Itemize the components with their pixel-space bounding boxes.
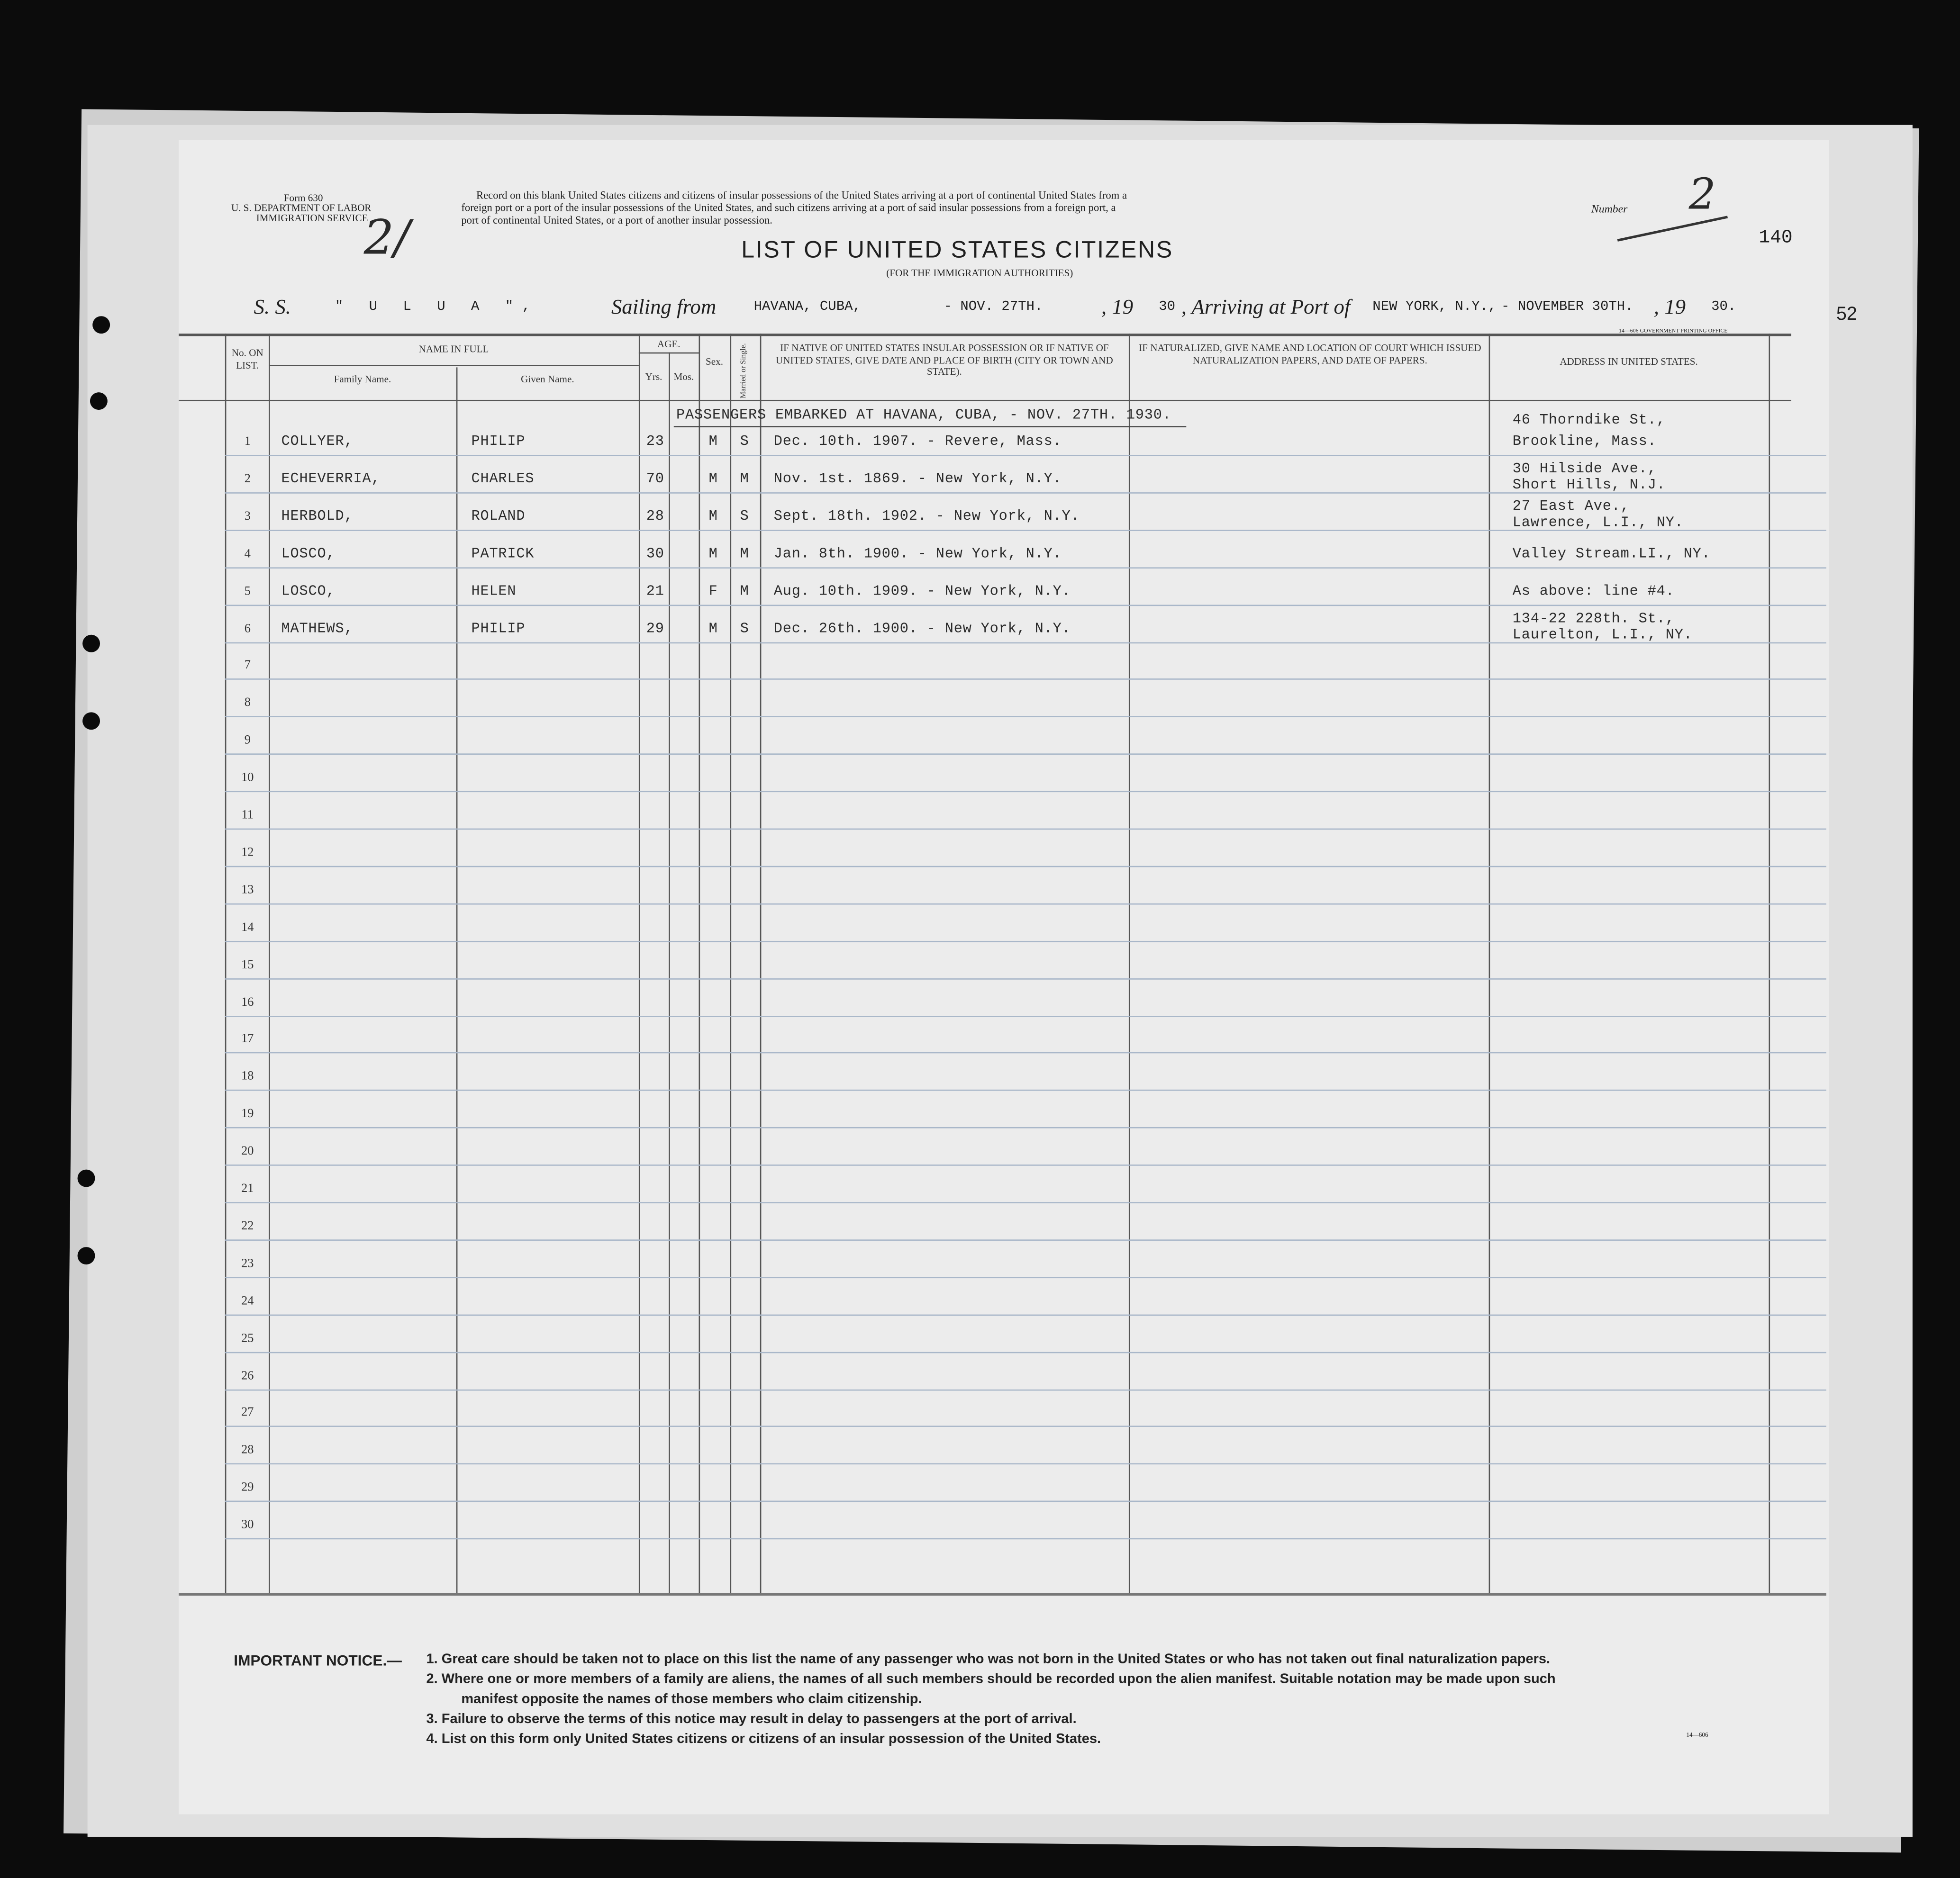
row-number: 21: [241, 1182, 254, 1196]
row-rule: [225, 1277, 1826, 1278]
header-sex: Sex.: [706, 356, 723, 368]
row-number: 5: [244, 584, 251, 598]
address-line-1-cell: As above: line #4.: [1512, 583, 1675, 599]
birth-cell: Dec. 26th. 1900. - New York, N.Y.: [773, 620, 1071, 637]
sex-cell: M: [708, 620, 718, 637]
from-port: HAVANA, CUBA,: [753, 299, 861, 315]
ship-name: " U L U A ",: [335, 299, 539, 315]
row-number: 12: [241, 846, 254, 860]
family-name-cell: LOSCO,: [281, 545, 336, 562]
name-sub-rule: [269, 365, 639, 366]
row-rule: [225, 1053, 1826, 1054]
row-rule: [225, 1352, 1826, 1353]
form-id: Form 630: [283, 192, 323, 204]
marital-status-cell: M: [740, 545, 749, 562]
col-divider: [456, 367, 458, 1593]
family-name-cell: HERBOLD,: [281, 508, 354, 525]
address-line-2-cell: Laurelton, L.I., NY.: [1512, 626, 1693, 643]
instruction-line-1: Record on this blank United States citizens and citizens of insular possessions of the United States arriving at a port of continental United States from a: [476, 189, 1127, 201]
family-name-cell: MATHEWS,: [281, 620, 354, 637]
age-years-cell: 70: [646, 471, 664, 488]
row-number: 15: [241, 957, 254, 972]
row-rule: [225, 1165, 1826, 1166]
punch-hole: [82, 712, 100, 730]
col-divider: [1129, 334, 1130, 1593]
marital-status-cell: S: [740, 433, 749, 450]
col-divider: [1489, 334, 1490, 1593]
to-date: - NOVEMBER 30TH.: [1501, 299, 1633, 315]
sex-cell: M: [708, 508, 718, 525]
given-name-cell: PHILIP: [471, 620, 526, 637]
row-rule: [225, 1426, 1826, 1427]
year-label-1: , 19: [1101, 295, 1134, 319]
address-line-2-cell: Short Hills, N.J.: [1512, 477, 1666, 494]
row-rule: [225, 1202, 1826, 1203]
first-address-line: 46 Thorndike St.,: [1512, 412, 1666, 429]
from-date: - NOV. 27TH.: [944, 299, 1043, 315]
header-mos: Mos.: [673, 371, 694, 383]
year-label-2: , 19: [1653, 295, 1686, 319]
embark-underline: [674, 426, 1186, 427]
service: IMMIGRATION SERVICE: [256, 212, 368, 224]
row-rule: [225, 978, 1826, 979]
row-rule: [225, 791, 1826, 793]
row-number: 4: [244, 547, 251, 561]
col-divider: [639, 334, 640, 1593]
row-rule: [225, 567, 1826, 569]
row-number: 3: [244, 509, 251, 524]
col-divider: [669, 352, 670, 1593]
row-number: 7: [244, 659, 251, 673]
notice-code: 14—606: [1686, 1733, 1708, 1740]
header-family-name: Family Name.: [334, 373, 391, 385]
row-rule: [225, 455, 1826, 456]
given-name-cell: PATRICK: [471, 545, 535, 562]
row-rule: [225, 1015, 1826, 1017]
age-years-cell: 28: [646, 508, 664, 525]
instruction-line-2: foreign port or a port of the insular possessions of the United States, and such citizens arriving at a port of said insular possessions from a foreign port, a: [461, 201, 1116, 214]
col-divider: [1769, 334, 1770, 1593]
given-name-cell: PHILIP: [471, 433, 526, 450]
notice-item-4: 4. List on this form only United States citizens or citizens of an insular possession of the United States.: [426, 1732, 1101, 1747]
page-number: 140: [1759, 227, 1793, 249]
row-number: 10: [241, 771, 254, 785]
row-number: 28: [241, 1443, 254, 1457]
row-number: 29: [241, 1481, 254, 1495]
header-name-in-full: NAME IN FULL: [418, 343, 489, 355]
notice-item-3: 3. Failure to observe the terms of this notice may result in delay to passengers at the port of arrival.: [426, 1712, 1077, 1727]
row-rule: [225, 1538, 1826, 1540]
header-birth: IF NATIVE OF UNITED STATES INSULAR POSSESSION OR IF NATIVE OF UNITED STATES, GIVE DATE AND PLACE OF BIRTH (CITY OR TOWN AND STATE).: [775, 342, 1113, 378]
birth-cell: Jan. 8th. 1900. - New York, N.Y.: [773, 545, 1062, 562]
row-number: 13: [241, 883, 254, 897]
ss-label: S. S.: [254, 295, 291, 319]
sex-cell: F: [708, 583, 718, 599]
row-number: 17: [241, 1032, 254, 1047]
number-label: Number: [1591, 202, 1628, 215]
address-line-2-cell: Lawrence, L.I., NY.: [1512, 515, 1684, 531]
table-bottom-rule: [179, 1593, 1826, 1596]
row-number: 11: [241, 808, 254, 822]
header-age: AGE.: [657, 338, 681, 350]
sex-cell: M: [708, 433, 718, 450]
sex-cell: M: [708, 545, 718, 562]
department: U. S. DEPARTMENT OF LABOR: [231, 202, 372, 214]
sex-cell: M: [708, 471, 718, 488]
row-number: 16: [241, 995, 254, 1009]
year-2: 30.: [1711, 299, 1736, 315]
age-years-cell: 30: [646, 545, 664, 562]
punch-hole: [78, 1247, 95, 1264]
row-number: 2: [244, 472, 251, 486]
row-number: 9: [244, 733, 251, 748]
row-rule: [225, 1239, 1826, 1241]
row-number: 30: [241, 1518, 254, 1532]
row-number: 1: [244, 434, 251, 449]
marital-status-cell: M: [740, 471, 749, 488]
address-line-1-cell: 27 East Ave.,: [1512, 498, 1630, 515]
row-number: 18: [241, 1070, 254, 1084]
row-rule: [225, 1463, 1826, 1465]
marital-status-cell: S: [740, 620, 749, 637]
row-number: 26: [241, 1369, 254, 1383]
col-divider: [269, 334, 270, 1593]
marital-status-cell: S: [740, 508, 749, 525]
row-number: 24: [241, 1294, 254, 1308]
row-rule: [225, 716, 1826, 718]
age-years-cell: 21: [646, 583, 664, 599]
row-rule: [225, 866, 1826, 867]
notice-item-1: 1. Great care should be taken not to place on this list the name of any passenger who was not born in the United States or who has not taken out final naturalization papers.: [426, 1652, 1551, 1667]
row-number: 20: [241, 1145, 254, 1159]
row-rule: [225, 604, 1826, 605]
header-naturalized: IF NATURALIZED, GIVE NAME AND LOCATION OF COURT WHICH ISSUED NATURALIZATION PAPERS, AND DATE OF PAPERS.: [1139, 342, 1481, 366]
embark-note: PASSENGERS EMBARKED AT HAVANA, CUBA, - NOV. 27TH. 1930.: [676, 407, 1171, 424]
address-line-1-cell: 30 Hilside Ave.,: [1512, 460, 1657, 478]
sailing-label: Sailing from: [611, 295, 717, 319]
age-years-cell: 29: [646, 620, 664, 637]
year-1: 30: [1159, 299, 1176, 315]
row-rule: [225, 1127, 1826, 1129]
side-number: 52: [1836, 303, 1857, 325]
family-name-cell: LOSCO,: [281, 583, 336, 599]
row-number: 6: [244, 622, 251, 636]
row-rule: [225, 940, 1826, 942]
handwritten-mark: 2/: [363, 210, 410, 265]
row-number: 8: [244, 696, 251, 710]
row-rule: [225, 1314, 1826, 1316]
header-no-on-list: No. ON LIST.: [231, 347, 263, 370]
punch-hole: [90, 392, 108, 410]
header-given-name: Given Name.: [521, 373, 574, 385]
row-number: 27: [241, 1406, 254, 1420]
row-rule: [225, 1090, 1826, 1092]
header-married-single: Married or Single.: [740, 343, 748, 398]
family-name-cell: COLLYER,: [281, 433, 354, 450]
printer-code: 14—606 GOVERNMENT PRINTING OFFICE: [1618, 327, 1728, 334]
family-name-cell: ECHEVERRIA,: [281, 471, 381, 488]
row-rule: [225, 903, 1826, 904]
row-rule: [225, 1389, 1826, 1390]
col-divider: [225, 334, 227, 1593]
col-divider: [760, 334, 762, 1593]
age-years-cell: 23: [646, 433, 664, 450]
row-rule: [225, 679, 1826, 680]
row-number: 25: [241, 1331, 254, 1345]
birth-cell: Nov. 1st. 1869. - New York, N.Y.: [773, 471, 1062, 488]
marital-status-cell: M: [740, 583, 749, 599]
manifest-page: [179, 140, 1857, 1814]
birth-cell: Sept. 18th. 1902. - New York, N.Y.: [773, 508, 1080, 525]
title: LIST OF UNITED STATES CITIZENS: [741, 237, 1173, 264]
row-number: 19: [241, 1107, 254, 1121]
age-sub-rule: [639, 352, 699, 354]
arriving-label: , Arriving at Port of: [1181, 295, 1351, 319]
punch-hole: [82, 635, 100, 652]
header-yrs: Yrs.: [645, 371, 662, 383]
instruction-line-3: port of continental United States, or a port of another insular possession.: [461, 213, 772, 226]
col-divider: [699, 334, 700, 1593]
birth-cell: Aug. 10th. 1909. - New York, N.Y.: [773, 583, 1071, 599]
punch-hole: [92, 316, 110, 334]
row-rule: [225, 754, 1826, 755]
address-line-1-cell: Brookline, Mass.: [1512, 433, 1657, 450]
header-bottom-rule: [179, 400, 1791, 401]
row-number: 14: [241, 920, 254, 934]
given-name-cell: ROLAND: [471, 508, 526, 525]
subtitle: (FOR THE IMMIGRATION AUTHORITIES): [886, 267, 1073, 279]
col-divider: [730, 334, 731, 1593]
row-rule: [225, 829, 1826, 830]
address-line-1-cell: Valley Stream.LI., NY.: [1512, 545, 1711, 562]
birth-cell: Dec. 10th. 1907. - Revere, Mass.: [773, 433, 1062, 450]
address-line-1-cell: 134-22 228th. St.,: [1512, 610, 1675, 627]
header-address: ADDRESS IN UNITED STATES.: [1560, 356, 1698, 368]
given-name-cell: CHARLES: [471, 471, 535, 488]
given-name-cell: HELEN: [471, 583, 517, 599]
table-top-rule: [179, 334, 1791, 336]
row-rule: [225, 1501, 1826, 1502]
punch-hole: [78, 1170, 95, 1187]
notice-item-2b: manifest opposite the names of those members who claim citizenship.: [461, 1692, 922, 1707]
number-value: 2: [1688, 170, 1716, 220]
notice-heading: IMPORTANT NOTICE.—: [234, 1652, 402, 1670]
row-number: 23: [241, 1256, 254, 1271]
row-number: 22: [241, 1219, 254, 1233]
to-port: NEW YORK, N.Y.,: [1372, 299, 1497, 315]
number-underline: [1617, 216, 1728, 242]
notice-item-2a: 2. Where one or more members of a family are aliens, the names of all such members should be recorded upon the alien manifest. Suitable notation may be made upon such: [426, 1671, 1556, 1687]
